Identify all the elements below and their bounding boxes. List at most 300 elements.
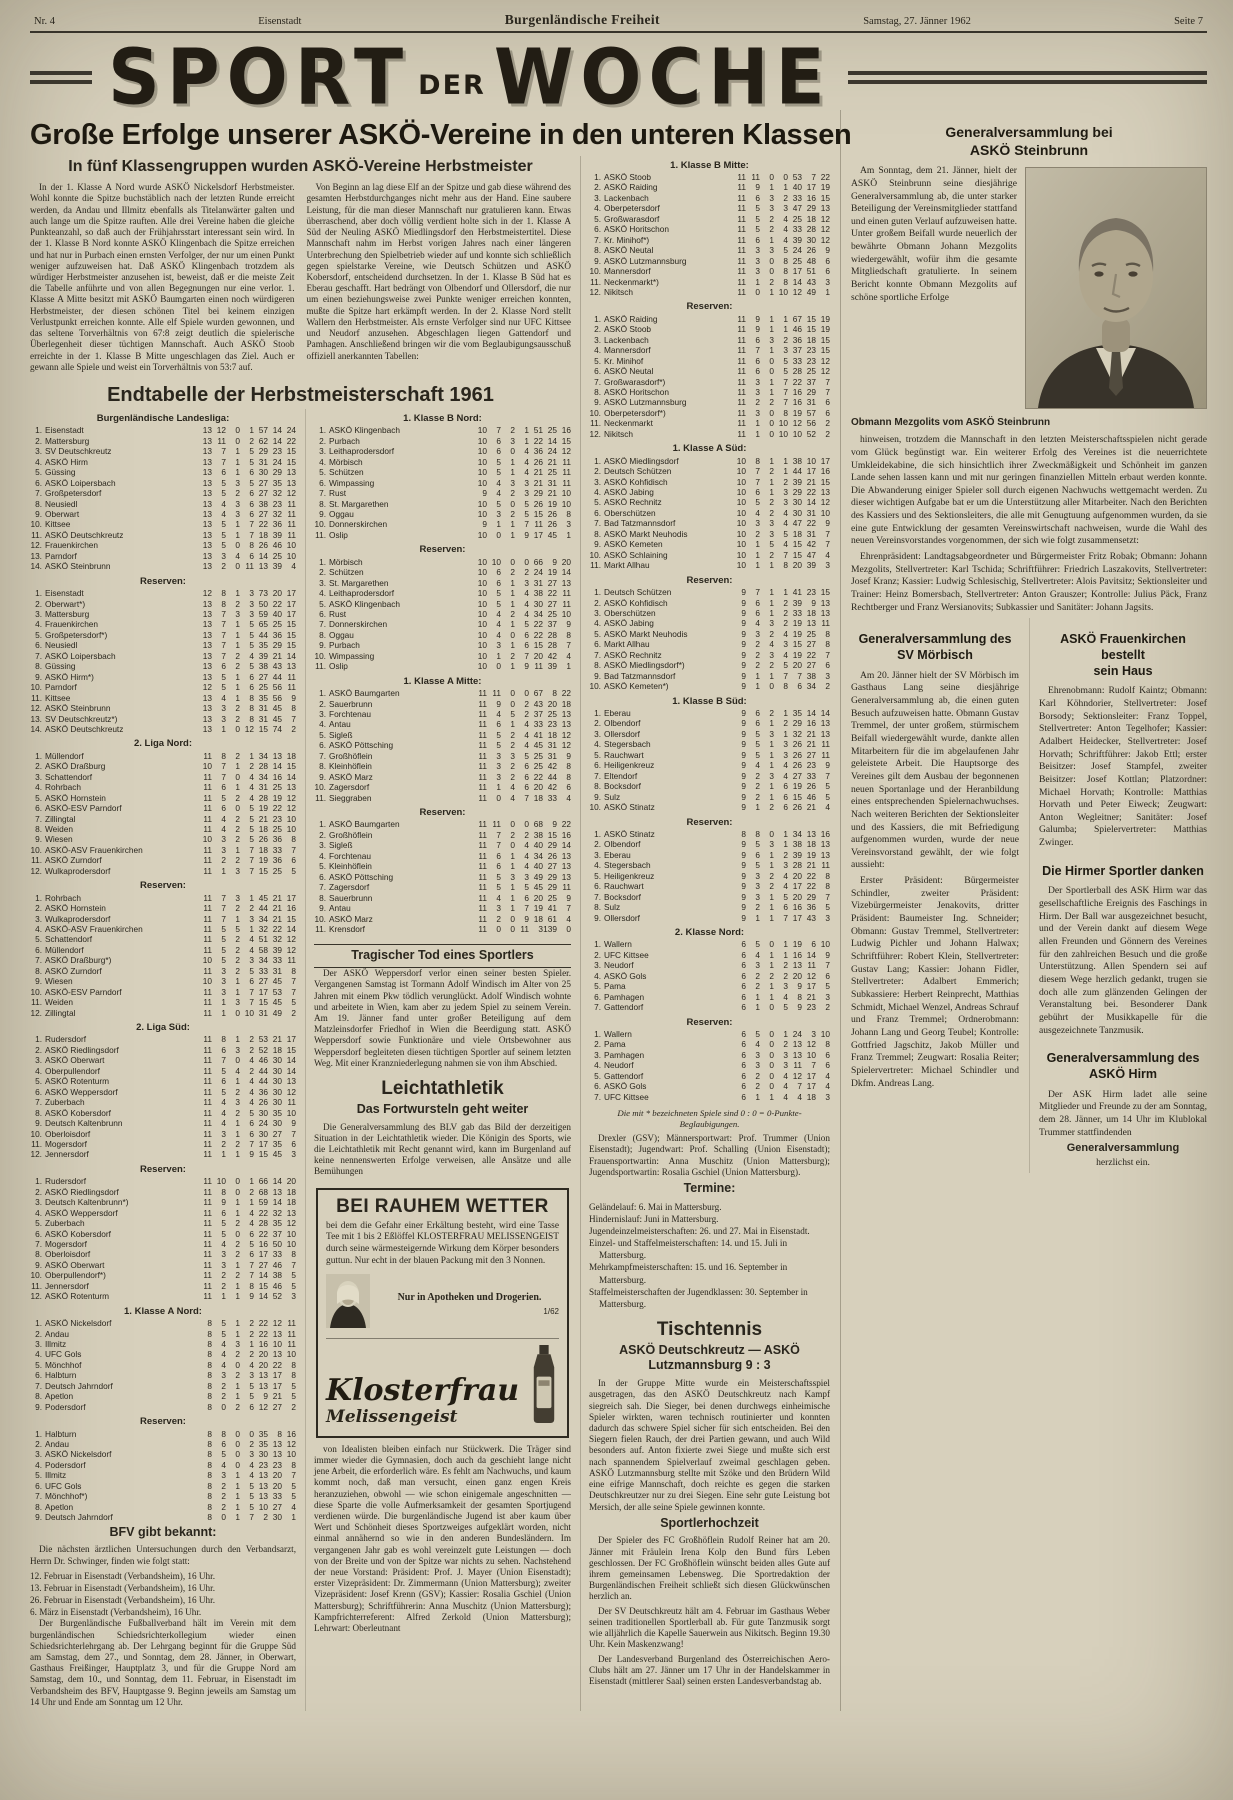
stat-cell: 1 [769,587,774,598]
stat-cell: 28 [547,640,557,651]
standings-table-1b-nord-reserven [314,557,571,672]
stat-cell: 7. [594,770,601,781]
stat-cell: 1 [249,425,254,436]
stat-cell: 14 [806,949,816,960]
ad-headline: BEI RAUHEM WETTER [336,1195,549,1217]
stat-cell: 1 [769,376,774,387]
stat-cell: 9 [482,519,487,530]
stat-cell: 6 [825,407,830,418]
stat-cell: 14 [286,771,296,782]
stat-cell: 1 [783,324,788,335]
list-item: 26. Februar in Eisenstadt (Verbandsheim), 16 Uhr. [30,1595,215,1605]
stat-cell: 1 [769,387,774,398]
table-row [30,1502,296,1512]
stat-cell: 7 [249,529,254,540]
stat-cell: 5 [496,882,501,893]
stat-cell: 5 [249,661,254,672]
team-name-cell: Leithaprodersdorf [329,446,395,457]
stat-cell: 14 [792,276,802,287]
stat-cell: 27 [258,671,268,682]
stat-cell: 4 [524,850,529,861]
stat-cell: 7. [594,649,601,660]
stat-cell: 6 [221,1044,226,1055]
stat-cell: 12. [30,1007,42,1018]
stat-cell: 2 [249,1328,254,1339]
team-name-cell: ASKÖ Kobersdorf [45,1107,111,1118]
table-row [589,397,830,407]
stat-cell: 1 [249,1339,254,1350]
stat-cell: 1 [510,588,515,599]
stat-cell: 9 [552,819,557,830]
table-row [589,860,830,870]
stat-cell: 6 [755,334,760,345]
stat-cell: 3 [783,203,788,214]
stat-cell: 3 [755,387,760,398]
stat-cell: 13 [820,839,830,850]
stat-cell: 3 [524,577,529,588]
table-row [30,640,296,650]
stat-cell: 18 [258,844,268,855]
stat-cell: 1. [35,1034,42,1045]
stat-cell: 2 [755,981,760,992]
stat-cell: 9 [741,749,746,760]
stat-cell: 1 [769,949,774,960]
table-title-1b-mitte-reserven: Reserven: [686,301,733,313]
stat-cell: 1 [235,629,240,640]
stat-cell: 6 [524,629,529,640]
stat-cell: 3 [291,1149,296,1160]
stat-cell: 3. [594,607,601,618]
stat-cell: 18 [561,698,571,709]
stat-cell: 12 [286,488,296,499]
stat-cell: 14 [286,1055,296,1066]
stat-cell: 4 [249,944,254,955]
stat-cell: 13 [202,540,212,551]
team-name-cell: ASKÖ Stinatz [604,802,655,813]
stat-cell: 4. [594,970,601,981]
team-name-cell: Oberpullendorf*) [45,1270,106,1281]
standings-table-2liga-nord [30,751,296,876]
stat-cell: 3 [249,913,254,924]
table-title-1a-sued: 1. Klasse A Süd: [672,443,747,455]
stat-cell: 6 [249,498,254,509]
table-row [589,618,830,628]
stat-cell: 9 [741,881,746,892]
stat-cell: 6 [825,660,830,671]
stat-cell: 22 [792,376,802,387]
standings-columns [30,409,571,1711]
stat-cell: 5 [249,1391,254,1402]
stat-cell: 33 [272,1491,282,1502]
table-row [314,499,571,509]
stat-cell: 6 [496,850,501,861]
stat-cell: 2 [235,488,240,499]
stat-cell: 7 [249,997,254,1008]
stat-cell: 7. [35,955,42,966]
stat-cell: 1 [769,960,774,971]
stat-cell: 8 [207,1501,212,1512]
stat-cell: 19 [792,939,802,950]
list-item: Einzel- und Staffelmeisterschaften: 14. und 15. Juli in Mattersburg. [589,1238,788,1261]
stat-cell: 11 [737,428,746,439]
stat-cell: 11 [478,923,487,934]
table-row [314,872,571,882]
stat-cell: 1 [783,182,788,193]
stat-cell: 3 [769,770,774,781]
stat-cell: 8. [35,498,42,509]
stat-cell: 11 [478,750,487,761]
stat-cell: 6 [825,255,830,266]
stat-cell: 2 [510,425,515,436]
stat-cell: 3 [496,640,501,651]
stat-cell: 6 [811,939,816,950]
stat-cell: 5. [594,497,601,508]
stat-cell: 45 [533,740,543,751]
stat-cell: 2 [510,771,515,782]
stat-cell: 6 [221,467,226,478]
stat-cell: 7 [291,1259,296,1270]
team-name-cell: Lackenbach [604,334,649,345]
table-row [30,682,296,692]
stat-cell: 19 [820,324,830,335]
frauenkirchen-heading-line1: ASKÖ Frauenkirchen bestellt [1060,632,1186,662]
stat-cell: 41 [533,729,543,740]
stat-cell: 6 [825,1060,830,1071]
stat-cell: 1 [221,1291,226,1302]
table-row [314,914,571,924]
table-row [30,1318,296,1328]
table-row [30,1118,296,1128]
stat-cell: 30 [272,1076,282,1087]
stat-cell: 13 [820,487,830,498]
team-name-cell: Kleinhöflein [329,861,372,872]
stat-cell: 9. [35,1512,42,1523]
stat-cell: 20 [792,870,802,881]
stat-cell: 5 [755,213,760,224]
stat-cell: 11. [315,661,326,672]
table-row [314,903,571,913]
stat-cell: 1 [235,1076,240,1087]
stat-cell: 11 [203,1228,212,1239]
stat-cell: 8 [783,407,788,418]
standings-table-2liga-sued-reserven [30,1176,296,1301]
stat-cell: 21 [547,456,557,467]
stat-cell: 0 [566,923,571,934]
stat-cell: 8 [207,1349,212,1360]
stat-cell: 16 [792,949,802,960]
stat-cell: 1 [235,1328,240,1339]
stat-cell: 7 [783,387,788,398]
stat-cell: 5 [221,955,226,966]
table-row [30,1208,296,1218]
stat-cell: 19 [792,618,802,629]
stat-cell: 7 [291,844,296,855]
stat-cell: 7 [221,650,226,661]
stat-cell: 3 [755,628,760,639]
stat-cell: 28 [792,366,802,377]
stat-cell: 11 [203,1291,212,1302]
aeroclub-notice: Der Landesverband Burgenland des Österreichischen Aero-Clubs hält am 27. Jänner um 17 Uhr in der Handelskammer in Eisenstadt (mittlerer Saal) seinen ersten Landesverbandstag ab. [589,1653,830,1686]
stat-cell: 7 [221,640,226,651]
stat-cell: 11 [737,276,746,287]
stat-cell: 5 [221,529,226,540]
stat-cell: 6 [249,671,254,682]
stat-cell: 1 [755,912,760,923]
stat-cell: 4 [496,608,501,619]
stat-cell: 5. [594,870,601,881]
stat-cell: 1 [783,587,788,598]
stat-cell: 29 [547,882,557,893]
stat-cell: 13 [202,550,212,561]
stat-cell: 3 [783,345,788,356]
stat-cell: 15 [806,324,816,335]
team-name-cell: ASKÖ Jabing [604,618,654,629]
stat-cell: 21 [806,860,816,871]
stat-cell: 10. [30,519,42,530]
stat-cell: 2 [235,792,240,803]
table-row [589,314,830,324]
stat-cell: 11 [821,739,830,750]
table-row [30,997,296,1007]
stat-cell: 13 [806,618,816,629]
stat-cell: 0 [769,418,774,429]
termine-heading: Termine: [683,1181,736,1196]
stat-cell: 12 [286,944,296,955]
stat-cell: 6 [755,718,760,729]
stat-cell: 7 [291,976,296,987]
stat-cell: 22 [561,819,571,830]
stat-cell: 0 [755,287,760,297]
stat-cell: 45 [272,713,282,724]
team-name-cell: ASKÖ Stoob [604,172,652,183]
stat-cell: 2 [235,1370,240,1381]
stat-cell: 8. [594,528,601,539]
stat-cell: 16 [561,829,571,840]
stat-cell: 6 [221,782,226,793]
stat-cell: 2 [221,855,226,866]
stat-cell: 7 [249,986,254,997]
stat-cell: 6 [524,892,529,903]
table-row [589,850,830,860]
standings-table-2liga-sued [30,1034,296,1159]
stat-cell: 10 [477,435,487,446]
table-row [30,1129,296,1139]
stat-cell: 31 [272,965,282,976]
stat-cell: 12 [820,213,830,224]
stat-cell: 15 [286,761,296,772]
list-item: 6. März in Eisenstadt (Verbandsheim), 16 Uhr. [30,1607,202,1618]
stat-cell: 5 [755,749,760,760]
table-row [30,1149,296,1159]
stat-cell: 56 [272,692,282,703]
stat-cell: 14 [806,707,816,718]
stat-cell: 0 [769,1039,774,1050]
stat-cell: 47 [792,518,802,529]
stat-cell: 1 [510,467,515,478]
stat-cell: 6 [249,1228,254,1239]
stat-cell: 25 [272,782,282,793]
team-name-cell: Sauerbrunn [329,892,373,903]
stat-cell: 28 [258,761,268,772]
stat-cell: 1 [235,986,240,997]
stat-cell: 17 [792,912,802,923]
table-row [314,893,571,903]
stat-cell: 2 [769,507,774,518]
standings-table-1a-nord [30,1318,296,1412]
stat-cell: 10. [589,407,601,418]
stat-cell: 23 [547,719,557,730]
stat-cell: 20 [792,891,802,902]
table-row [589,324,830,334]
stat-cell: 6 [249,682,254,693]
stat-cell: 11 [203,1034,212,1045]
table-row [589,224,830,234]
stat-cell: 5 [221,1318,226,1329]
stat-cell: 3. [35,1197,42,1208]
team-name-cell: Oberloisdorf [45,1128,91,1139]
team-name-cell: Heiligenkreuz [604,870,655,881]
stat-cell: 38 [806,670,816,681]
stat-cell: 9. [35,671,42,682]
stat-cell: 11 [492,688,501,699]
table-row [30,1108,296,1118]
stat-cell: 3 [510,871,515,882]
stat-cell: 13 [202,723,212,734]
table-row [589,560,830,570]
stat-cell: 8. [319,629,326,640]
stat-cell: 5 [249,629,254,640]
team-name-cell: Zuberbach [45,1218,85,1229]
stat-cell: 6 [825,970,830,981]
stat-cell: 53 [258,1034,268,1045]
stat-cell: 59 [258,608,268,619]
stat-cell: 8 [221,750,226,761]
stat-cell: 2 [769,881,774,892]
stat-cell: 0 [510,698,515,709]
stat-cell: 31 [258,713,268,724]
table-row [30,1187,296,1197]
obituary-heading: Tragischer Tod eines Sportlers [351,948,534,963]
table-row [314,630,571,640]
stat-cell: 44 [547,771,557,782]
stat-cell: 2 [755,970,760,981]
stat-cell: 15 [806,313,816,324]
stat-cell: 4 [510,792,515,803]
stat-cell: 4 [235,1065,240,1076]
stat-cell: 8 [207,1480,212,1491]
stat-cell: 13 [202,519,212,530]
stat-cell: 2 [235,944,240,955]
stat-cell: 7. [594,891,601,902]
stat-cell: 4 [249,1470,254,1481]
stat-cell: 11 [478,903,487,914]
standings-table-2liga-nord-reserven [30,893,296,1018]
stat-cell: 1 [510,529,515,540]
stat-cell: 11 [478,871,487,882]
stat-cell: 8 [566,761,571,772]
stat-cell: 1 [249,750,254,761]
stat-cell: 18 [806,607,816,618]
stat-cell: 24 [258,1118,268,1129]
stat-cell: 17 [286,1034,296,1045]
stat-cell: 32 [272,508,282,519]
stat-cell: 4 [221,1359,226,1370]
team-name-cell: Wimpassing [329,477,375,488]
stat-cell: 4 [783,1070,788,1081]
stat-cell: 2 [249,1034,254,1045]
team-name-cell: Großwarasdorf*) [604,376,666,387]
stat-cell: 11 [287,955,296,966]
stat-cell: 22 [258,1328,268,1339]
table-row [314,719,571,729]
stat-cell: 3 [755,266,760,277]
table-row [30,1470,296,1480]
stat-cell: 8. [35,661,42,672]
stat-cell: 4 [524,840,529,851]
stat-cell: 8 [755,828,760,839]
stat-cell: 27 [547,577,557,588]
team-name-cell: Neudorf [604,960,634,971]
table-row [30,519,296,529]
stat-cell: 11 [478,892,487,903]
stat-cell: 11 [737,387,746,398]
table-row [30,1391,296,1401]
table-row [589,729,830,739]
stat-cell: 1 [235,1512,240,1523]
stat-cell: 0 [235,540,240,551]
stat-cell: 0 [769,407,774,418]
stat-cell: 9 [741,670,746,681]
lower-columns [30,156,830,1711]
right-subcolumns [851,618,1207,1172]
stat-cell: 18 [286,750,296,761]
stat-cell: 3 [496,750,501,761]
table-row [30,1260,296,1270]
stat-cell: 8. [35,1107,42,1118]
team-name-cell: ASKÖ Markt Neuhodis [604,528,688,539]
stat-cell: 3. [35,771,42,782]
stat-cell: 10 [820,1028,830,1039]
stat-cell: 5. [319,598,326,609]
stat-cell: 22 [806,487,816,498]
stat-cell: 10 [477,650,487,661]
stat-cell: 11 [478,719,487,730]
table-row [314,851,571,861]
stat-cell: 2 [510,761,515,772]
stat-cell: 5 [783,245,788,256]
stat-cell: 6 [249,550,254,561]
stat-cell: 4 [249,934,254,945]
table-tennis-heading: Tischtennis [656,1318,763,1340]
stat-cell: 9 [741,802,746,813]
stat-cell: 12. [30,540,42,551]
stat-cell: 39 [792,849,802,860]
stat-cell: 4 [221,1339,226,1350]
stat-cell: 27 [792,770,802,781]
stat-cell: 3 [783,487,788,498]
stat-cell: 8 [207,1449,212,1460]
stat-cell: 2. [35,435,42,446]
stat-cell: 8 [221,1034,226,1045]
stat-cell: 1 [235,467,240,478]
stat-cell: 20 [561,556,571,567]
team-name-cell: Ollersdorf [604,912,640,923]
moerbisch-article [851,618,1019,1172]
stat-cell: 0 [235,1176,240,1187]
team-name-cell: Oberwart*) [45,598,86,609]
stat-cell: 1 [235,682,240,693]
stat-cell: 14 [286,650,296,661]
